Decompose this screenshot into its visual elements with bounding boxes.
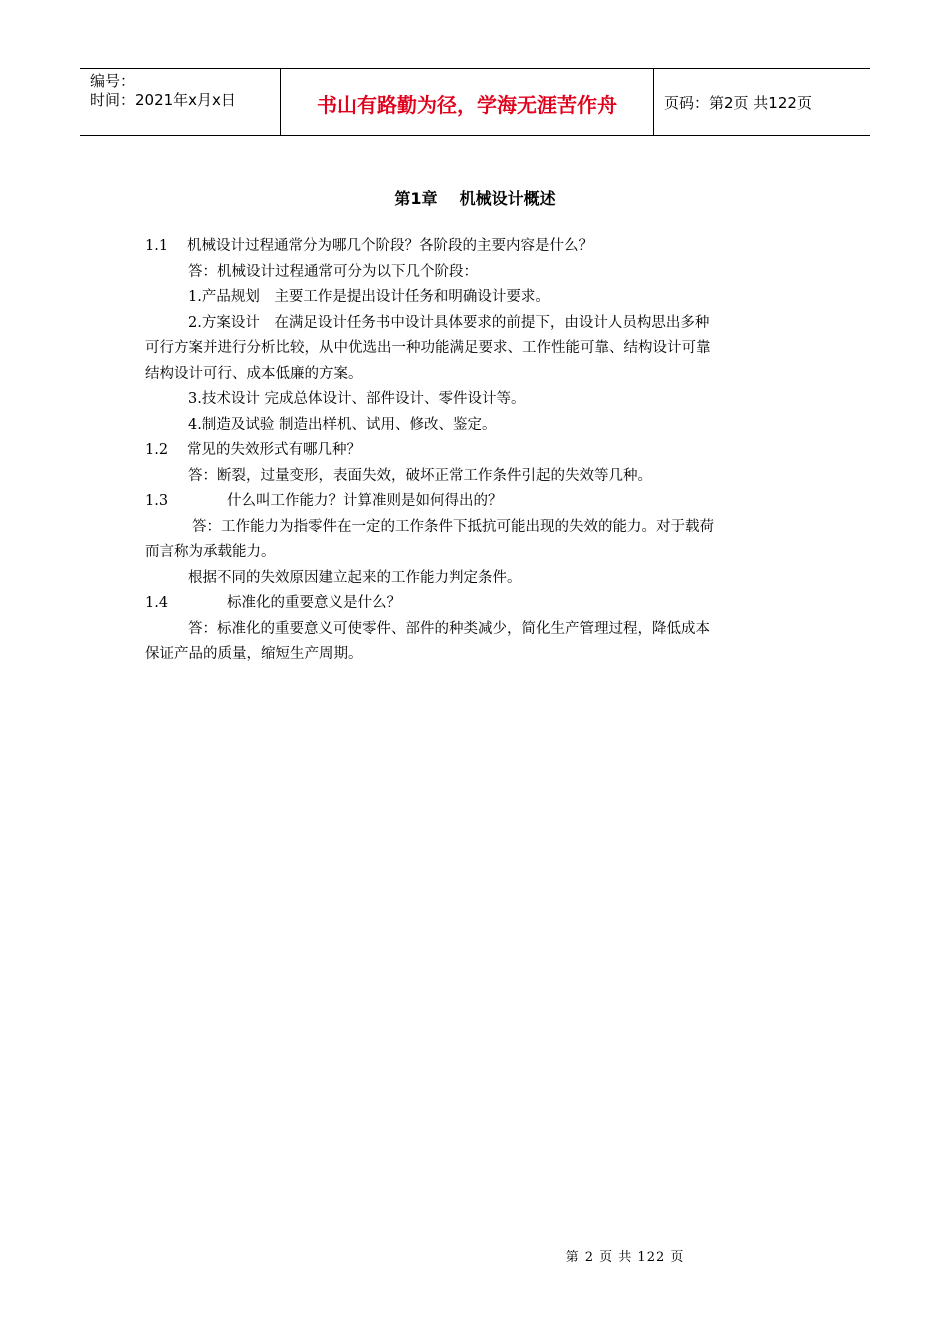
header-page-info: 页码：第2页 共122页 — [664, 93, 812, 112]
page-footer: 第 2 页 共 122 页 — [565, 1250, 685, 1265]
answer-1-item-2-line-3: 结构设计可行、成本低廉的方案。 — [145, 365, 363, 382]
chapter-name: 机械设计概述 — [459, 189, 556, 208]
time-label: 时间：2021年x月x日 — [90, 91, 236, 109]
question-number: 1.3 — [145, 493, 169, 509]
answer-3-line-2: 而言称为承载能力。 — [145, 544, 276, 560]
chapter-title — [0, 186, 950, 209]
answer-4-line-2: 保证产品的质量，缩短生产周期。 — [145, 646, 363, 662]
header-table — [80, 68, 870, 136]
answer-1-item-3: 3.技术设计 完成总体设计、部件设计、零件设计等。 — [188, 391, 526, 407]
answer-1-item-2-line-2: 可行方案并进行分析比较，从中优选出一种功能满足要求、工作性能可靠、结构设计可靠 — [145, 340, 711, 356]
question-text: 什么叫工作能力？计算准则是如何得出的？ — [227, 493, 503, 509]
answer-1-item-4: 4.制造及试验 制造出样机、试用、修改、鉴定。 — [188, 416, 497, 433]
chapter-number: 第1章 — [394, 189, 438, 208]
answer-4-line-1: 答：标准化的重要意义可使零件、部件的种类减少，简化生产管理过程，降低成本 — [188, 620, 710, 637]
question-text: 机械设计过程通常分为哪几个阶段？各阶段的主要内容是什么？ — [187, 238, 593, 254]
header-motto: 书山有路勤为径，学海无涯苦作舟 — [281, 69, 654, 135]
question-number: 1.4 — [145, 595, 169, 611]
answer-2: 答：断裂，过量变形，表面失效，破坏正常工作条件引起的失效等几种。 — [188, 467, 652, 484]
answer-3-line-3: 根据不同的失效原因建立起来的工作能力判定条件。 — [188, 569, 522, 586]
question-text: 标准化的重要意义是什么？ — [227, 595, 401, 611]
answer-1-item-1: 1.产品规划 主要工作是提出设计任务和明确设计要求。 — [188, 289, 550, 305]
question-number: 1.1 — [145, 238, 169, 254]
question-3 — [145, 489, 815, 515]
question-4 — [145, 591, 815, 617]
question-1 — [145, 234, 815, 260]
question-2 — [145, 438, 815, 464]
answer-1-item-2-line-1: 2.方案设计 在满足设计任务书中设计具体要求的前提下，由设计人员构思出多种 — [188, 314, 710, 331]
number-label: 编号： — [90, 72, 136, 90]
header-left-cell — [80, 69, 281, 135]
question-number: 1.2 — [145, 442, 169, 458]
answer-3-line-1: 答：工作能力为指零件在一定的工作条件下抵抗可能出现的失效的能力。对于载荷 — [192, 518, 714, 535]
answer-1-intro: 答：机械设计过程通常可分为以下几个阶段： — [188, 263, 478, 280]
question-text: 常见的失效形式有哪几种？ — [187, 442, 361, 458]
document-body — [145, 234, 815, 668]
